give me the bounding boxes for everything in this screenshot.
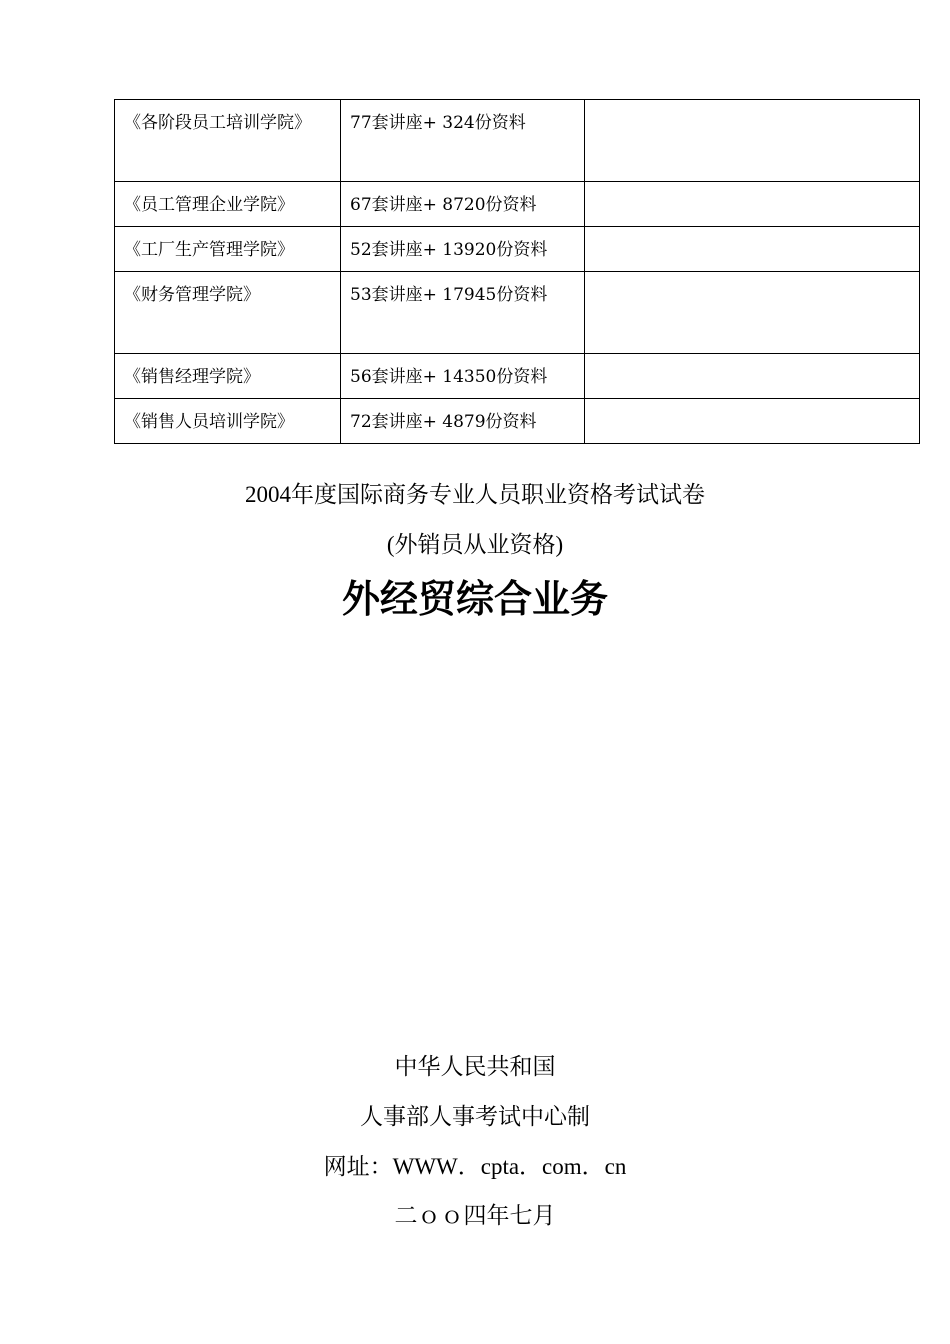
college-name-cell: 《销售经理学院》	[115, 354, 341, 399]
note-cell	[585, 100, 920, 182]
college-name-cell: 《各阶段员工培训学院》	[115, 100, 341, 182]
resources-cell: 77套讲座+ 324份资料	[341, 100, 585, 182]
issuer-country: 中华人民共和国	[394, 1054, 556, 1080]
note-cell	[585, 182, 920, 227]
subject-title: 外经贸综合业务	[341, 577, 608, 621]
college-name-cell: 《财务管理学院》	[115, 272, 341, 354]
issue-date: 二ｏｏ四年七月	[394, 1203, 556, 1229]
resources-cell: 53套讲座+ 17945份资料	[341, 272, 585, 354]
table-row	[115, 182, 920, 227]
resources-cell: 72套讲座+ 4879份资料	[341, 399, 585, 444]
college-name-cell: 《工厂生产管理学院》	[115, 227, 341, 272]
college-name-cell: 《员工管理企业学院》	[115, 182, 341, 227]
table-row	[115, 354, 920, 399]
note-cell	[585, 399, 920, 444]
table-row	[115, 100, 920, 182]
note-cell	[585, 354, 920, 399]
course-catalog-table	[114, 99, 920, 444]
resources-cell: 56套讲座+ 14350份资料	[341, 354, 585, 399]
resources-cell: 67套讲座+ 8720份资料	[341, 182, 585, 227]
website-line: 网址：WWW．cpta．com．cn	[323, 1154, 627, 1179]
table-row	[115, 399, 920, 444]
table-row	[115, 227, 920, 272]
exam-subtitle: (外销员从业资格)	[386, 532, 564, 557]
note-cell	[585, 272, 920, 354]
issuer-department: 人事部人事考试中心制	[360, 1104, 590, 1130]
college-name-cell: 《销售人员培训学院》	[115, 399, 341, 444]
exam-title: 2004年度国际商务专业人员职业资格考试试卷	[245, 482, 705, 507]
note-cell	[585, 227, 920, 272]
resources-cell: 52套讲座+ 13920份资料	[341, 227, 585, 272]
table-row	[115, 272, 920, 354]
